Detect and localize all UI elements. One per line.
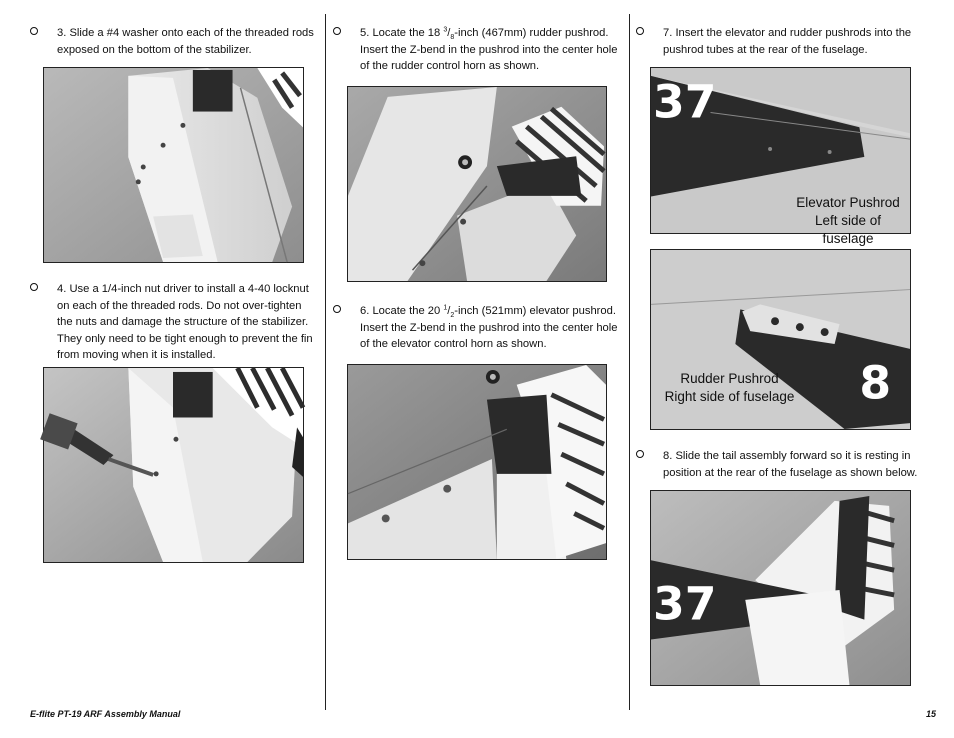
fraction-numerator: 1 xyxy=(443,304,448,312)
caption-rudder-line2: Right side of fuselage xyxy=(664,389,795,404)
caption-rudder-line1: Rudder Pushrod xyxy=(680,371,779,386)
step-5-text-b: -inch (467mm) rudder pushrod. Insert the Z-bend in the pushrod into the center hole of the rudder control horn as shown. xyxy=(360,27,618,72)
checkbox-bullet-icon xyxy=(30,283,38,291)
photo-rudder-pushrod-right xyxy=(650,249,911,430)
step-6-text-a: 6. Locate the 20 xyxy=(360,305,444,317)
step-5-text: 5. Locate the 18 $^3/_8$-inch (467mm) rudder pushrod. Insert the Z-bend in the pushrod into the center hole of the rudder control horn as shown. xyxy=(360,26,618,72)
caption-elevator xyxy=(788,194,908,248)
fuselage-number: 8 xyxy=(859,356,892,410)
step-6-text: 6. Locate the 20 $^1/_2$-inch (521mm) elevator pushrod. Insert the Z-bend in the pushrod into the center hole of the elevator control horn as shown. xyxy=(360,304,618,350)
column-divider-2 xyxy=(629,14,630,710)
checkbox-bullet-icon xyxy=(333,27,341,35)
caption-elevator-line2: Left side of fuselage xyxy=(814,213,882,246)
footer-title: E-flite PT-19 ARF Assembly Manual xyxy=(30,709,181,719)
photo-nut-driver xyxy=(43,367,304,563)
fraction-denominator: 8 xyxy=(450,34,455,42)
fuselage-number: 37 xyxy=(652,75,717,129)
checkbox-bullet-icon xyxy=(636,27,644,35)
photo-elevator-pushrod xyxy=(347,364,607,560)
caption-rudder xyxy=(657,370,802,406)
fuselage-number: 37 xyxy=(652,577,717,631)
photo-rudder-pushrod xyxy=(347,86,607,282)
photo-stabilizer-washers xyxy=(43,67,304,263)
step-8-text: 8. Slide the tail assembly forward so it is resting in position at the rear of the fuselage as shown below. xyxy=(663,450,918,479)
step-5-text-a: 5. Locate the 18 xyxy=(360,27,444,39)
step-6-text-b: -inch (521mm) elevator pushrod. Insert the Z-bend in the pushrod into the center hole of the elevator control horn as shown. xyxy=(360,305,618,350)
step-7-text: 7. Insert the elevator and rudder pushrods into the pushrod tubes at the rear of the fuselage. xyxy=(663,27,912,56)
page-number: 15 xyxy=(925,709,936,719)
fraction-denominator: 2 xyxy=(450,312,455,320)
step-3-text: 3. Slide a #4 washer onto each of the threaded rods exposed on the bottom of the stabilizer. xyxy=(57,27,314,56)
caption-elevator-line1: Elevator Pushrod xyxy=(796,195,900,210)
photo-elevator-pushrod-left xyxy=(650,67,911,246)
checkbox-bullet-icon xyxy=(636,450,644,458)
checkbox-bullet-icon xyxy=(30,27,38,35)
checkbox-bullet-icon xyxy=(333,305,341,313)
column-divider-1 xyxy=(325,14,326,710)
photo-tail-assembly xyxy=(650,490,911,686)
fraction-numerator: 3 xyxy=(443,26,448,34)
step-4-text: 4. Use a 1/4-inch nut driver to install a 4-40 locknut on each of the threaded rods. Do not over-tighten the nuts and damage the structure of the stabilizer. They only need to be tight enough to prevent the fin from moving when it is installed. xyxy=(57,283,313,361)
